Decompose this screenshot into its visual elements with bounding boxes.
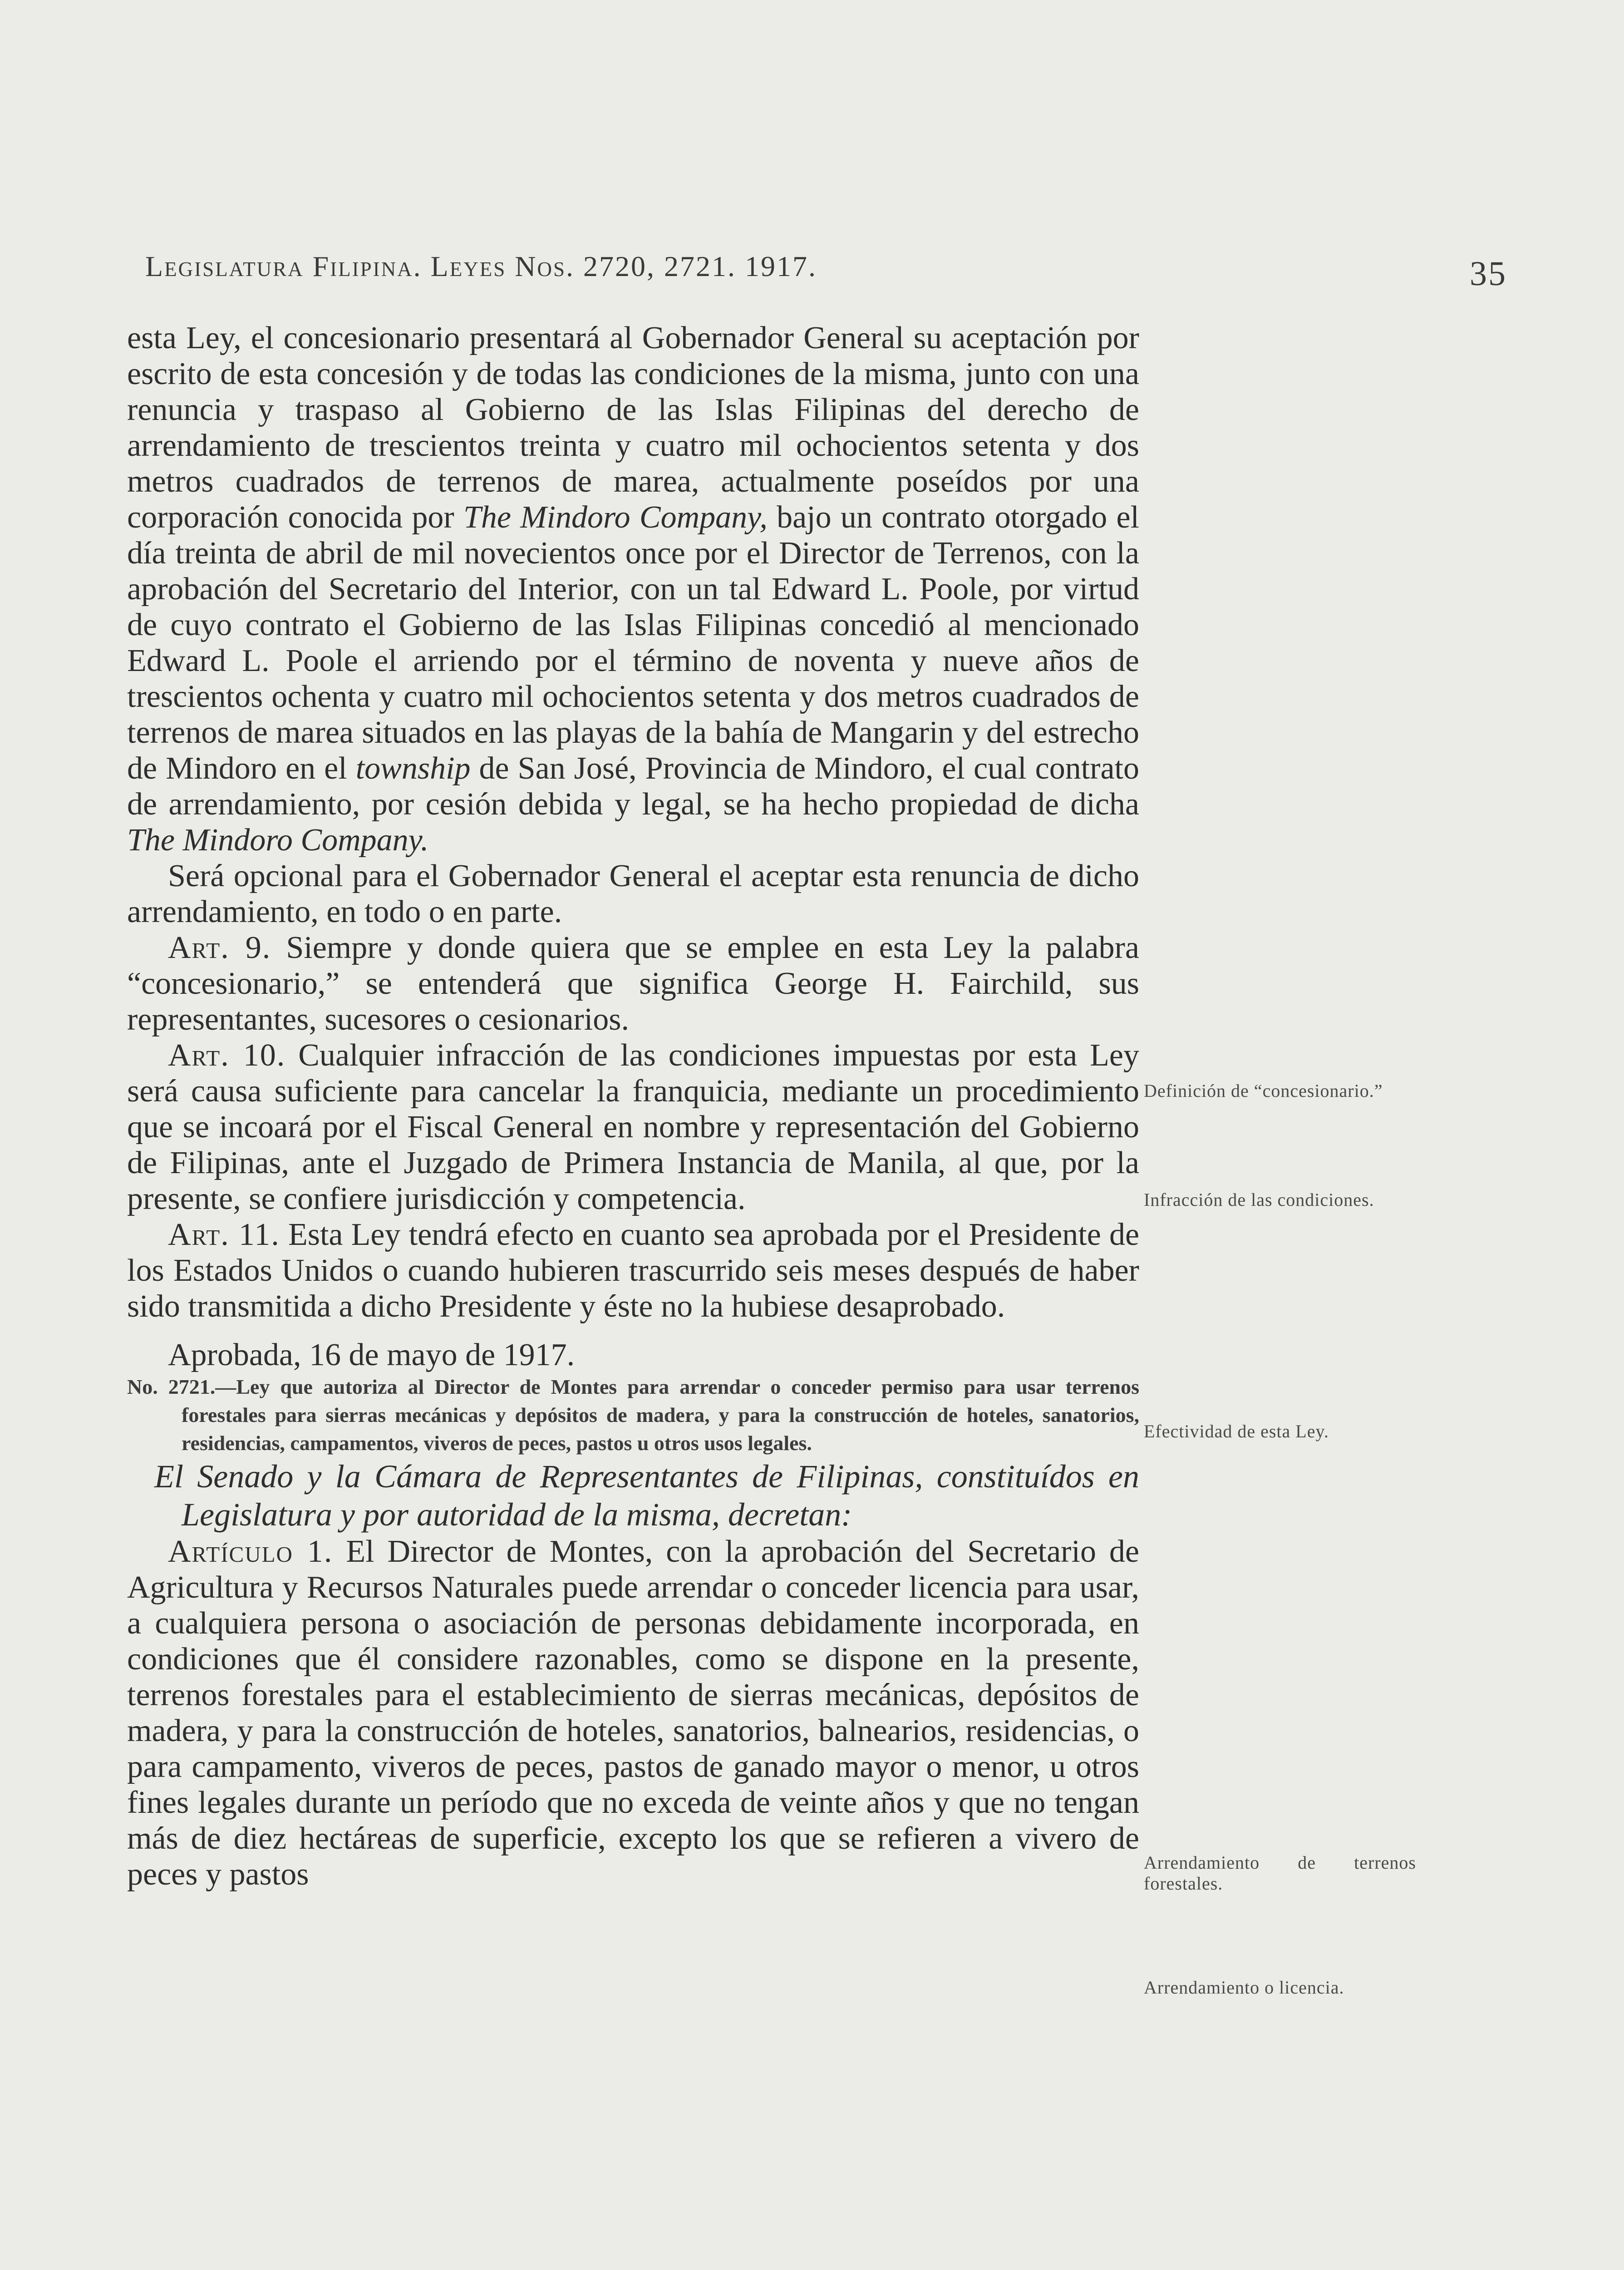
article-number: Art. 9.: [168, 930, 271, 965]
law-summary: No. 2721.—Ley que autoriza al Director de Montes para arrendar o conceder permiso para usar terrenos forestales para sierras mecánicas y depósitos de madera, y para la construcción de hoteles, sanatorios, residencias, campamentos, viveros de peces, pastos u otros usos legales.: [127, 1375, 1139, 1455]
text-run: de San José, Provincia de Mindoro, el cual contrato de arrendamiento, por cesión debida y legal, se ha hecho propiedad de dicha: [127, 751, 1139, 822]
article-text: El Director de Montes, con la aprobación del Secretario de Agricultura y Recursos Naturales puede arrendar o conceder licencia para usar, a cualquiera persona o asociación de personas debidamente incorporada, en condiciones que él considere razonables, como se dispone en la presente, terrenos forestales para el establecimiento de sierras mecánicas, depósitos de madera, y para la construcción de hoteles, sanatorios, balnearios, residencias, o para campamento, viveros de peces, pastos de ganado mayor o menor, u otros fines legales durante un período que no exceda de veinte años y que no tengan más de diez hectáreas de superficie, excepto los que se refieren a vivero de peces y pastos: [127, 1534, 1139, 1892]
page-header: [127, 245, 1507, 295]
margin-note-arrendamiento-licencia: Arrendamiento o licencia.: [1144, 1977, 1344, 1998]
township-term: township: [355, 751, 471, 786]
article-number: Artículo 1.: [168, 1534, 333, 1569]
article-1: [127, 1534, 1139, 1892]
article-text: Siempre y donde quiera que se emplee en esta Ley la palabra “concesionario,” se entenderá que significa George H. Fairchild, sus representantes, sucesores o cesionarios.: [127, 930, 1139, 1037]
article-text: Cualquier infracción de las condiciones impuestas por esta Ley será causa suficiente para cancelar la franquicia, mediante un procedimiento que se incoará por el Fiscal General en nombre y representación del Gobierno de Filipinas, ante el Juzgado de Primera Instancia de Manila, al que, por la presente, se confiere jurisdicción y competencia.: [127, 1038, 1139, 1216]
article-text: Esta Ley tendrá efecto en cuanto sea aprobada por el Presidente de los Estados Unidos o cuando hubieren trascurrido seis meses después de haber sido transmitida a dicho Presidente y éste no la hubiese desaprobado.: [127, 1217, 1140, 1324]
main-text-column: [127, 320, 1139, 1892]
paragraph-concession-acceptance: [127, 320, 1139, 858]
article-11: [127, 1217, 1139, 1324]
article-9: [127, 930, 1139, 1037]
article-10: [127, 1037, 1139, 1217]
text-run: esta Ley, el concesionario presentará al Gobernador General su aceptación por escrito de esta concesión y de todas las condiciones de la misma, junto con una renuncia y traspaso al Gobierno de las Islas Filipinas del derecho de arrendamiento de trescientos treinta y cuatro mil ochocientos setenta y dos metros cuadrados de terrenos de marea, actualmente poseídos por una corporación conocida por: [127, 321, 1139, 535]
running-head: Legislatura Filipina. Leyes Nos. 2720, 2721. 1917.: [145, 250, 817, 282]
margin-note-arrendamiento-terrenos: Arrendamiento de terrenos forestales.: [1144, 1852, 1416, 1894]
page-number: 35: [1470, 255, 1507, 293]
text-run: bajo un contrato otorgado el día treinta de abril de mil novecientos once por el Director de Terrenos, con la aprobación del Secretario del Interior, con un tal Edward L. Poole, por virtud de cuyo contrato el Gobierno de las Islas Filipinas concedió al mencionado Edward L. Poole el arriendo por el término de noventa y nueve años de trescientos ochenta y cuatro mil ochocientos setenta y dos metros cuadrados de terrenos de marea situados en las playas de la bahía de Mangarin y del estrecho de Mindoro en el: [127, 500, 1139, 786]
margin-note-efectividad: Efectividad de esta Ley.: [1144, 1421, 1329, 1441]
margin-note-definicion: Definición de “concesionario.”: [1144, 1081, 1383, 1101]
paragraph-optional-acceptance: Será opcional para el Gobernador General el aceptar esta renuncia de dicho arrendamiento, en todo o en parte.: [127, 859, 1139, 929]
company-name: The Mindoro Company,: [463, 500, 768, 535]
margin-note-infraccion: Infracción de las condiciones.: [1144, 1189, 1374, 1210]
approval-date: Aprobada, 16 de mayo de 1917.: [168, 1337, 575, 1372]
article-number: Art. 11.: [168, 1217, 280, 1252]
company-name: The Mindoro Company.: [127, 823, 429, 858]
article-number: Art. 10.: [168, 1038, 286, 1073]
enacting-clause: El Senado y la Cámara de Representantes de Filipinas, constituídos en Legislatura y por autoridad de la misma, decretan:: [154, 1458, 1139, 1533]
